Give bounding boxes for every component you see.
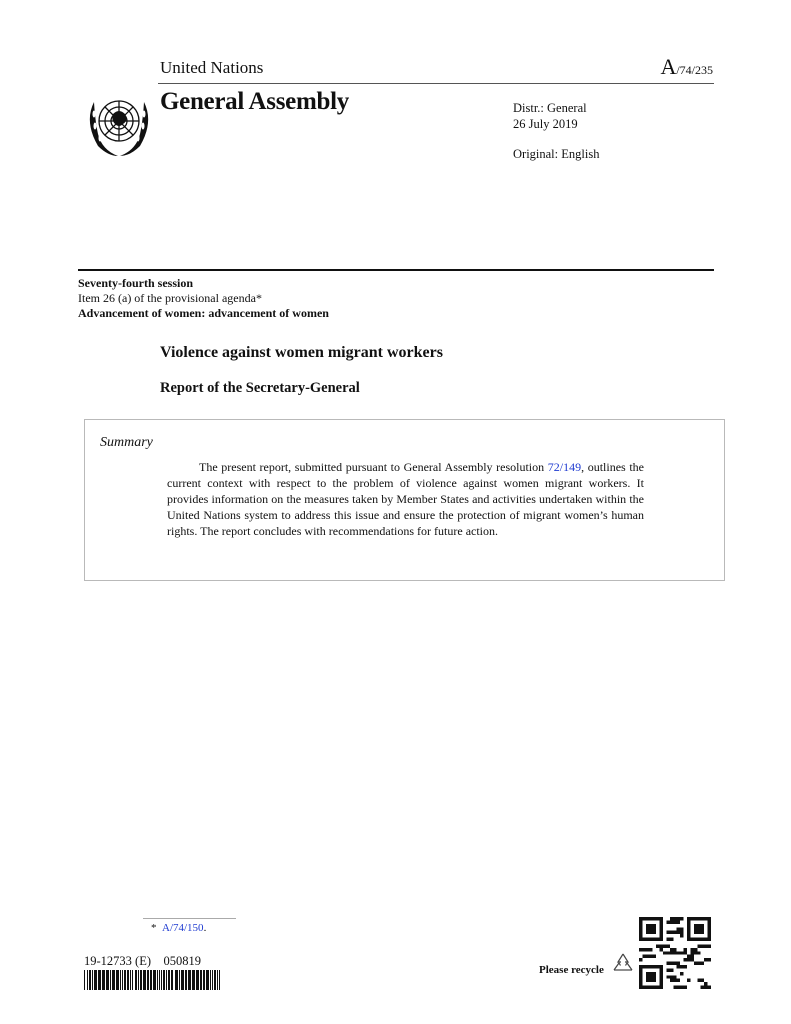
general-assembly-title: General Assembly bbox=[160, 88, 349, 115]
summary-text-end: , outlines the current context with respect to the problem of violence against women migrant workers. It provides information on the measures taken by Member States and activities undertaken within the United Nations system to address this issue and ensure the protection of migrant women’s human rights. The report concludes with recommendations for future action. bbox=[167, 460, 644, 538]
summary-paragraph bbox=[167, 459, 644, 539]
resolution-link[interactable]: 72/149 bbox=[547, 460, 582, 474]
distribution-label: Distr.: General bbox=[513, 101, 587, 115]
summary-heading: Summary bbox=[100, 435, 153, 450]
agenda-topic: Advancement of women: advancement of women bbox=[78, 306, 329, 320]
footnote bbox=[151, 922, 206, 934]
recycle-label: Please recycle bbox=[539, 964, 604, 976]
distribution-block bbox=[513, 100, 587, 132]
symbol-prefix: A bbox=[660, 54, 677, 79]
report-subtitle: Report of the Secretary-General bbox=[160, 380, 360, 396]
footnote-suffix: . bbox=[203, 922, 207, 934]
session-name: Seventy-fourth session bbox=[78, 276, 194, 290]
footnote-marker: * bbox=[151, 922, 157, 934]
footnote-link[interactable]: A/74/150 bbox=[162, 922, 204, 934]
barcode-icon bbox=[84, 970, 220, 990]
organization-name: United Nations bbox=[160, 58, 264, 77]
document-number: 19-12733 (E) 050819 bbox=[84, 954, 201, 968]
header-divider bbox=[158, 83, 714, 84]
un-emblem-icon bbox=[80, 90, 158, 158]
report-title: Violence against women migrant workers bbox=[160, 344, 443, 361]
recycle-icon bbox=[611, 951, 635, 975]
agenda-item: Item 26 (a) of the provisional agenda* bbox=[78, 291, 262, 305]
summary-text-start: The present report, submitted pursuant to General Assembly resolution bbox=[199, 460, 548, 474]
session-block bbox=[78, 276, 329, 321]
footnote-divider bbox=[143, 918, 236, 919]
document-symbol bbox=[660, 54, 713, 80]
document-date: 26 July 2019 bbox=[513, 117, 578, 131]
qr-code-icon bbox=[639, 917, 711, 989]
original-language: Original: English bbox=[513, 147, 600, 161]
session-divider bbox=[78, 269, 714, 271]
symbol-number: /74/235 bbox=[676, 63, 713, 77]
